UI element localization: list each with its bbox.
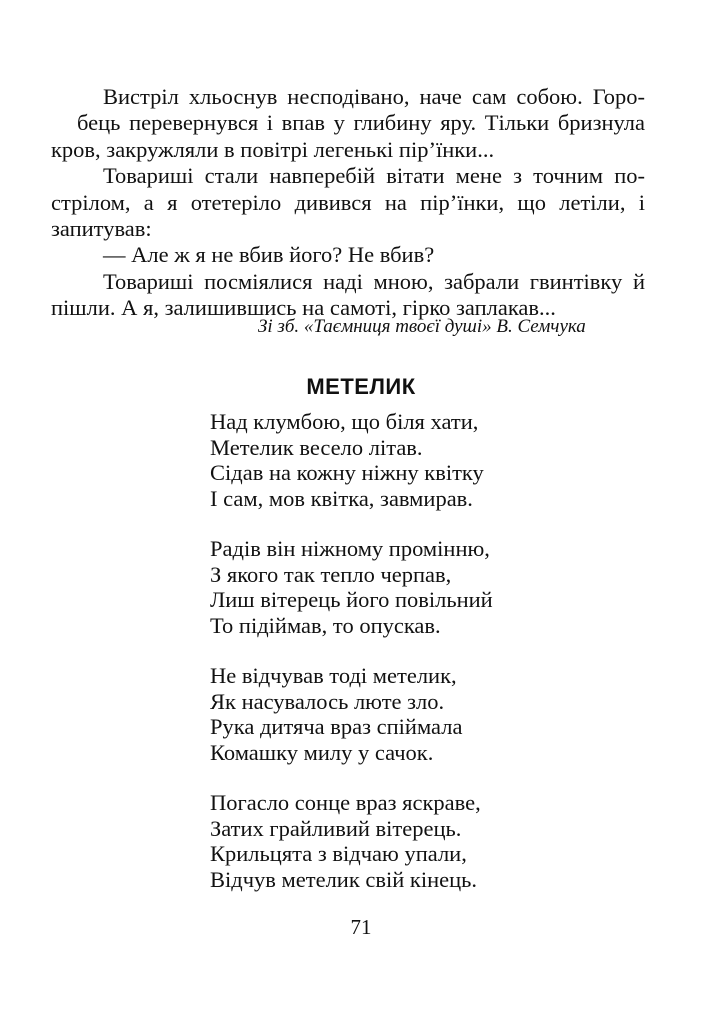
text-line: бець перевернувся і впав у глибину яру. Тільки бризнула [77, 110, 645, 136]
text-line: запитував: [51, 216, 152, 242]
verse-line: З якого так тепло черпав, [210, 561, 452, 587]
stanza [210, 790, 493, 892]
verse-line: Затих грайливий вітерець. [210, 815, 462, 841]
paragraph [77, 242, 645, 268]
verse-line: Крильцята з відчаю упали, [210, 841, 467, 866]
source-text: Зі зб. «Таємниця твоєї душі» В. Семчука [258, 316, 586, 337]
text-line: пішли. А я, залишившись на самоті, гірко заплакав... [51, 295, 556, 321]
verse-line: Радів він ніжному промінню, [210, 536, 490, 561]
text-line: Вистріл хльоснув несподівано, наче сам собою. Горо- [103, 84, 645, 109]
text-line: Товариші стали навперебій вітати мене з точним по- [103, 163, 645, 189]
text-line: кров, закружляли в повітрі легенькі пір’їнки... [51, 136, 495, 162]
poem [210, 409, 493, 917]
text-line: — Але ж я не вбив його? Не вбив? [103, 242, 435, 268]
verse-line: Не відчував тоді метелик, [210, 663, 457, 688]
paragraph [51, 84, 645, 163]
prose-passage [51, 84, 645, 322]
verse-line: Лиш вітерець його повільний [210, 587, 493, 612]
verse-line: Метелик весело літав. [210, 434, 423, 460]
stanza [210, 409, 493, 511]
paragraph [51, 163, 645, 242]
verse-line: Сідав на кожну ніжну квітку [210, 460, 484, 485]
verse-line: Відчув метелик свій кінець. [210, 866, 478, 892]
stanza [210, 536, 493, 638]
poem-title: МЕТЕЛИК [306, 374, 416, 399]
verse-line: Над клумбою, що біля хати, [210, 409, 479, 434]
verse-line: Комашку милу у сачок. [210, 739, 434, 765]
stanza [210, 663, 493, 765]
verse-line: І сам, мов квітка, завмирав. [210, 485, 473, 511]
paragraph [51, 268, 645, 322]
text-line: Товариші посміялися наді мною, забрали гвинтівку й [103, 268, 645, 294]
verse-line: Як насувалось люте зло. [210, 688, 445, 714]
verse-line: То підіймав, то опускав. [210, 612, 441, 638]
verse-line: Рука дитяча враз спіймала [210, 714, 463, 739]
verse-line: Погасло сонце враз яскраве, [210, 790, 481, 815]
text-line: стрілом, а я отетеріло дивився на пір’їнки, що летіли, і [51, 189, 645, 215]
page-number: 71 [350, 915, 372, 939]
